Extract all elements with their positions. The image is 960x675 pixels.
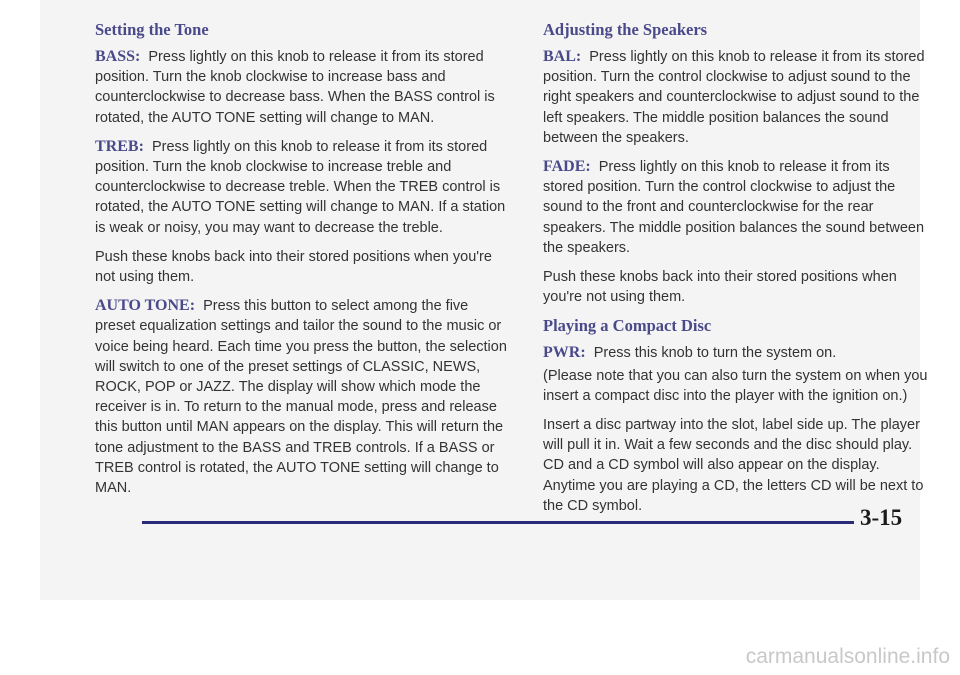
pwr-term: PWR: bbox=[543, 344, 586, 362]
fade-term: FADE: bbox=[543, 158, 591, 176]
playing-a-compact-disc-heading: Playing a Compact Disc bbox=[543, 316, 712, 336]
push-knobs-paragraph-right: Push these knobs back into their stored positions when you're not using them. bbox=[543, 269, 897, 306]
bal-text: Press lightly on this knob to release it from its stored position. Turn the control clockwise to adjust sound to the right speakers and counterclockwise to adjust sound to the left speakers. The middle position balances the sound between the speakers. bbox=[543, 49, 925, 146]
left-column bbox=[95, 20, 510, 507]
push-knobs-paragraph: Push these knobs back into their stored positions when you're not using them. bbox=[95, 248, 492, 286]
treb-text: Press lightly on this knob to release it from its stored position. Turn the knob clockwise to increase treble and counterclockwise to decrease treble. When the TREB control is rotated, the AUTO TONE setting will change to MAN. If a station is weak or noisy, you may want to decrease the treble. bbox=[95, 138, 506, 236]
bal-paragraph bbox=[543, 47, 928, 148]
pwr-paragraph bbox=[543, 343, 928, 363]
pwr-text: Press this knob to turn the system on. bbox=[593, 345, 837, 362]
watermark: carmanualsonline.info bbox=[745, 645, 950, 668]
treb-term: TREB: bbox=[95, 137, 144, 155]
insert-disc-paragraph: Insert a disc partway into the slot, label side up. The player will pull it in. Wait a few seconds and the disc should play. CD and a CD symbol will also appear on the display. Anytime you are playing a CD, the letters CD will be next to the CD symbol. bbox=[543, 417, 924, 514]
bass-term: BASS: bbox=[95, 48, 141, 65]
bass-text: Press lightly on this knob to release it from its stored position. Turn the knob clockwise to increase bass and counterclockwise to decrease bass. When the BASS control is rotated, the AUTO TONE setting will change to MAN. bbox=[95, 49, 495, 126]
footer-rule bbox=[142, 521, 854, 524]
adjusting-the-speakers-heading: Adjusting the Speakers bbox=[543, 20, 708, 39]
treb-paragraph bbox=[95, 137, 510, 238]
bass-paragraph bbox=[95, 47, 510, 128]
auto-tone-text: Press this button to select among the five preset equalization settings and tailor the sound to the music or voice being heard. Each time you press the button, the selection will switch to one of the preset settings of CLASSIC, NEWS, ROCK, POP or JAZZ. The display will show which mode the receiver is in. To return to the manual mode, press and release this button until MAN appears on the display. This will return the tone adjustment to the BASS and TREB controls. If a BASS or TREB control is rotated, the AUTO TONE setting will change to MAN. bbox=[95, 298, 507, 497]
auto-tone-term: AUTO TONE: bbox=[95, 297, 196, 315]
ignition-note-paragraph: (Please note that you can also turn the system on when you insert a compact disc into the player with the ignition on.) bbox=[543, 367, 928, 404]
bal-term: BAL: bbox=[543, 48, 582, 65]
page-number: 3-15 bbox=[860, 505, 903, 530]
setting-the-tone-heading: Setting the Tone bbox=[95, 20, 209, 39]
fade-paragraph bbox=[543, 157, 928, 258]
fade-text: Press lightly on this knob to release it from its stored position. Turn the control clockwise to adjust the sound to the front and counterclockwise for the rear speakers. The middle position balances the sound between the speakers. bbox=[543, 159, 925, 256]
manual-page bbox=[40, 0, 928, 600]
auto-tone-paragraph bbox=[95, 296, 510, 498]
right-column bbox=[543, 20, 928, 525]
